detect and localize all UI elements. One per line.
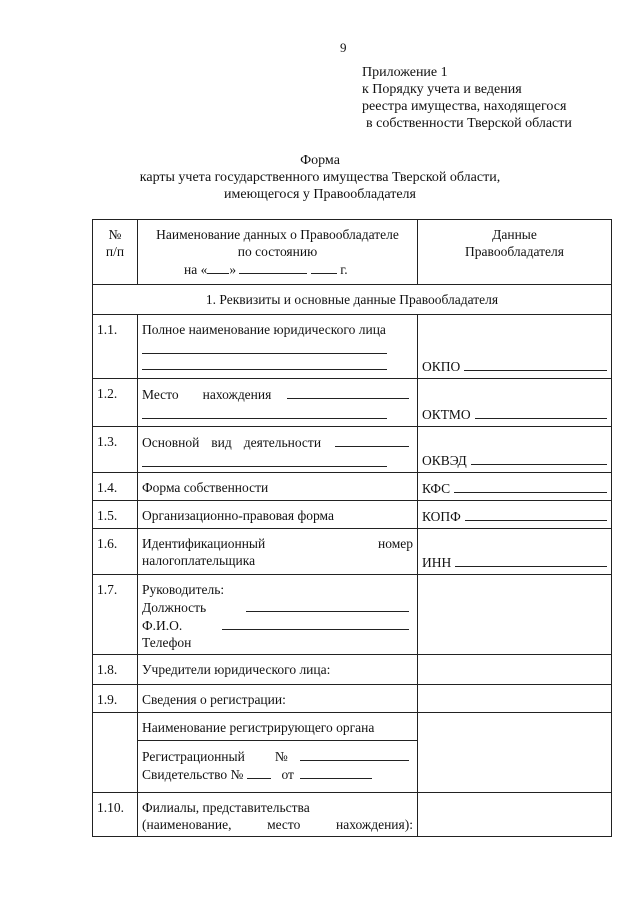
- oktmo-label: ОКТМО: [422, 407, 471, 422]
- header-name-cell: Наименование данных о Правообладателе по состоянию на « » г.: [138, 220, 418, 285]
- appendix-note: [362, 64, 572, 132]
- row-1-8: 1.8. Учредители юридического лица:: [93, 655, 612, 685]
- header-date-line: на « » г.: [184, 262, 348, 277]
- row-1-7: 1.7. Руководитель: Должность Ф.И.О. Телефон: [93, 575, 612, 655]
- activity-blank-1: [335, 433, 409, 447]
- kfs-label: КФС: [422, 481, 451, 496]
- founders-label: Учредители юридического лица:: [138, 655, 418, 685]
- kfs-blank: [454, 479, 607, 493]
- row-1-3: 1.3. Основной вид деятельности ОКВЭД: [93, 427, 612, 473]
- section-1-row: [93, 285, 612, 315]
- appendix-line-1: Приложение 1: [362, 65, 448, 80]
- header-data-cell: Данные Правообладателя: [418, 220, 612, 285]
- date-year-blank: [311, 260, 337, 274]
- branches-label: Филиалы, представительства: [142, 800, 310, 815]
- okved-blank: [471, 451, 607, 465]
- row-1-9-certificate: Регистрационный № Свидетельство № от: [93, 741, 612, 793]
- location-blank-1: [287, 385, 409, 399]
- ownership-form-label: Форма собственности: [138, 473, 418, 501]
- org-legal-form-label: Организационно-правовая форма: [138, 501, 418, 529]
- okpo-blank: [464, 357, 607, 371]
- row-1-9-organ: [93, 713, 612, 741]
- location-blank-2: [142, 403, 387, 419]
- position-blank: [246, 598, 409, 612]
- appendix-line-2: к Порядку учета и ведения: [362, 82, 522, 97]
- registrar-name-label: Наименование регистрирующего органа: [138, 713, 418, 741]
- legal-name-blank-1: [142, 338, 387, 354]
- header-number-cell: № п/п: [93, 220, 138, 285]
- form-title-line-3: имеющегося у Правообладателя: [224, 187, 416, 202]
- page-number: 9: [340, 40, 347, 55]
- form-title-line-1: Форма: [300, 153, 340, 168]
- okved-label: ОКВЭД: [422, 453, 467, 468]
- appendix-line-3: реестра имущества, находящегося: [362, 99, 567, 114]
- registration-label: Сведения о регистрации:: [138, 685, 418, 713]
- form-title: [0, 152, 640, 203]
- kopf-blank: [465, 507, 607, 521]
- row-1-9: 1.9. Сведения о регистрации:: [93, 685, 612, 713]
- inn-label: ИНН: [422, 555, 452, 570]
- date-month-blank: [239, 260, 307, 274]
- activity-blank-2: [142, 451, 387, 467]
- registry-card-table: [92, 219, 612, 837]
- date-day-blank: [207, 260, 229, 274]
- row-1-6: 1.6. Идентификационный номер налогоплательщика ИНН: [93, 529, 612, 575]
- inn-blank: [455, 553, 607, 567]
- row-1-2: 1.2. Место нахождения ОКТМО: [93, 379, 612, 427]
- row-1-5: 1.5. Организационно-правовая форма КОПФ: [93, 501, 612, 529]
- row-1-4: 1.4. Форма собственности КФС: [93, 473, 612, 501]
- kopf-label: КОПФ: [422, 509, 461, 524]
- cert-number-blank: [247, 765, 271, 779]
- section-1-title: 1. Реквизиты и основные данные Правообладателя: [93, 285, 612, 315]
- fio-blank: [222, 616, 409, 630]
- oktmo-blank: [475, 405, 607, 419]
- table-header-row: [93, 220, 612, 285]
- appendix-line-4: в собственности Тверской области: [366, 116, 572, 131]
- cert-date-blank: [300, 765, 372, 779]
- form-title-line-2: карты учета государственного имущества Тверской области,: [139, 170, 501, 185]
- okpo-label: ОКПО: [422, 359, 461, 374]
- legal-name-blank-2: [142, 354, 387, 370]
- head-label: Руководитель:: [142, 582, 225, 597]
- row-1-10: 1.10. Филиалы, представительства (наименование, место нахождения):: [93, 793, 612, 837]
- row-1-1: 1.1. Полное наименование юридического лица ОКПО: [93, 315, 612, 379]
- legal-name-label: Полное наименование юридического лица: [142, 322, 386, 337]
- reg-number-blank: [300, 747, 409, 761]
